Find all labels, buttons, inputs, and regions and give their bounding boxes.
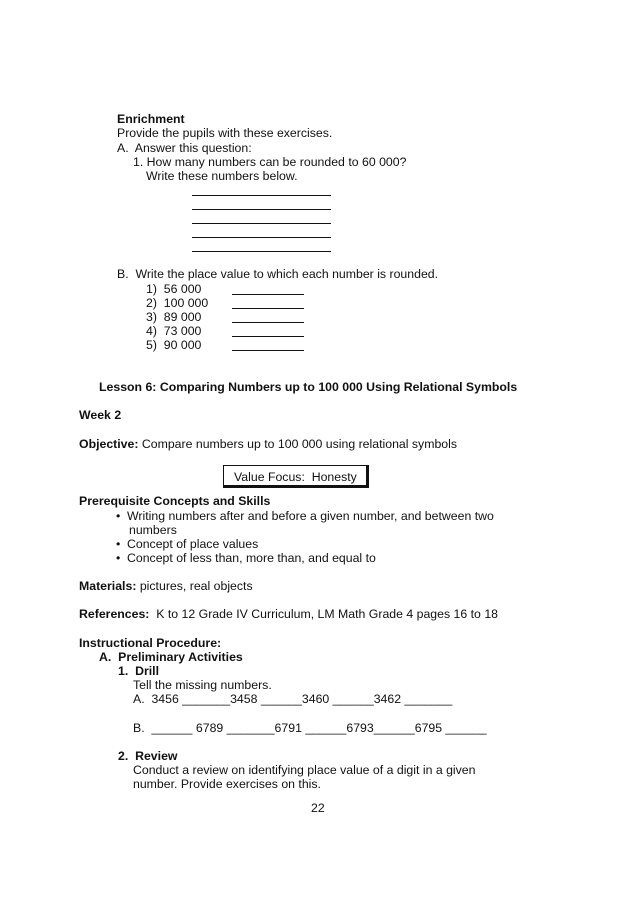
enrichment-question: 1. How many numbers can be rounded to 60 000? bbox=[133, 155, 407, 169]
objective-text: Compare numbers up to 100 000 using relational symbols bbox=[138, 437, 457, 451]
prereq-item: numbers bbox=[129, 523, 177, 537]
rounding-item: 2) 100 000 bbox=[146, 296, 209, 310]
rounding-item: 1) 56 000 bbox=[146, 282, 202, 296]
rounding-answer-line[interactable] bbox=[232, 294, 304, 295]
bullet: • bbox=[116, 551, 121, 565]
references-label: References: bbox=[79, 607, 150, 621]
enrichment-instruction: Write these numbers below. bbox=[146, 169, 298, 183]
review-line: Conduct a review on identifying place value of a digit in a given bbox=[133, 763, 476, 777]
rounding-item: 5) 90 000 bbox=[146, 338, 202, 352]
prereq-heading: Prerequisite Concepts and Skills bbox=[79, 494, 271, 508]
materials-text: pictures, real objects bbox=[136, 579, 253, 593]
drill-a: A. 3456 _______3458 ______3460 ______3462 _______ bbox=[133, 692, 453, 706]
preliminary-activities: A. Preliminary Activities bbox=[99, 650, 243, 664]
enrichment-intro: Provide the pupils with these exercises. bbox=[117, 126, 333, 140]
bullet: • bbox=[116, 537, 121, 551]
drill-heading: 1. Drill bbox=[118, 664, 160, 678]
review-heading: 2. Review bbox=[118, 749, 178, 763]
enrichment-part-a: A. Answer this question: bbox=[117, 141, 252, 155]
page-number: 22 bbox=[311, 801, 325, 815]
rounding-answer-line[interactable] bbox=[232, 322, 304, 323]
week-label: Week 2 bbox=[79, 408, 122, 422]
enrichment-part-b: B. Write the place value to which each number is rounded. bbox=[117, 267, 439, 281]
answer-line[interactable] bbox=[192, 223, 331, 224]
rounding-answer-line[interactable] bbox=[232, 350, 304, 351]
objective bbox=[79, 437, 457, 452]
answer-line[interactable] bbox=[192, 251, 331, 252]
enrichment-heading: Enrichment bbox=[117, 112, 185, 126]
drill-b: B. ______ 6789 _______6791 ______6793______6795 ______ bbox=[133, 721, 487, 735]
procedure-heading: Instructional Procedure: bbox=[79, 636, 222, 650]
bullet: • bbox=[116, 509, 121, 523]
references bbox=[79, 607, 498, 622]
references-text: K to 12 Grade IV Curriculum, LM Math Grade 4 pages 16 to 18 bbox=[149, 607, 498, 621]
value-focus-box bbox=[223, 465, 369, 488]
review-line: number. Provide exercises on this. bbox=[133, 777, 321, 791]
drill-instruction: Tell the missing numbers. bbox=[133, 678, 272, 692]
materials bbox=[79, 579, 253, 594]
rounding-answer-line[interactable] bbox=[232, 336, 304, 337]
prereq-item: Concept of less than, more than, and equal to bbox=[127, 551, 376, 565]
answer-line[interactable] bbox=[192, 237, 331, 238]
answer-line[interactable] bbox=[192, 209, 331, 210]
rounding-item: 4) 73 000 bbox=[146, 324, 202, 338]
rounding-item: 3) 89 000 bbox=[146, 310, 202, 324]
prereq-item: Writing numbers after and before a given number, and between two bbox=[127, 509, 494, 523]
objective-label: Objective: bbox=[79, 437, 139, 451]
materials-label: Materials: bbox=[79, 579, 137, 593]
lesson-title: Lesson 6: Comparing Numbers up to 100 000 Using Relational Symbols bbox=[99, 380, 518, 394]
rounding-answer-line[interactable] bbox=[232, 308, 304, 309]
answer-line[interactable] bbox=[192, 195, 331, 196]
value-focus-text: Value Focus: Honesty bbox=[234, 470, 357, 484]
prereq-item: Concept of place values bbox=[127, 537, 259, 551]
